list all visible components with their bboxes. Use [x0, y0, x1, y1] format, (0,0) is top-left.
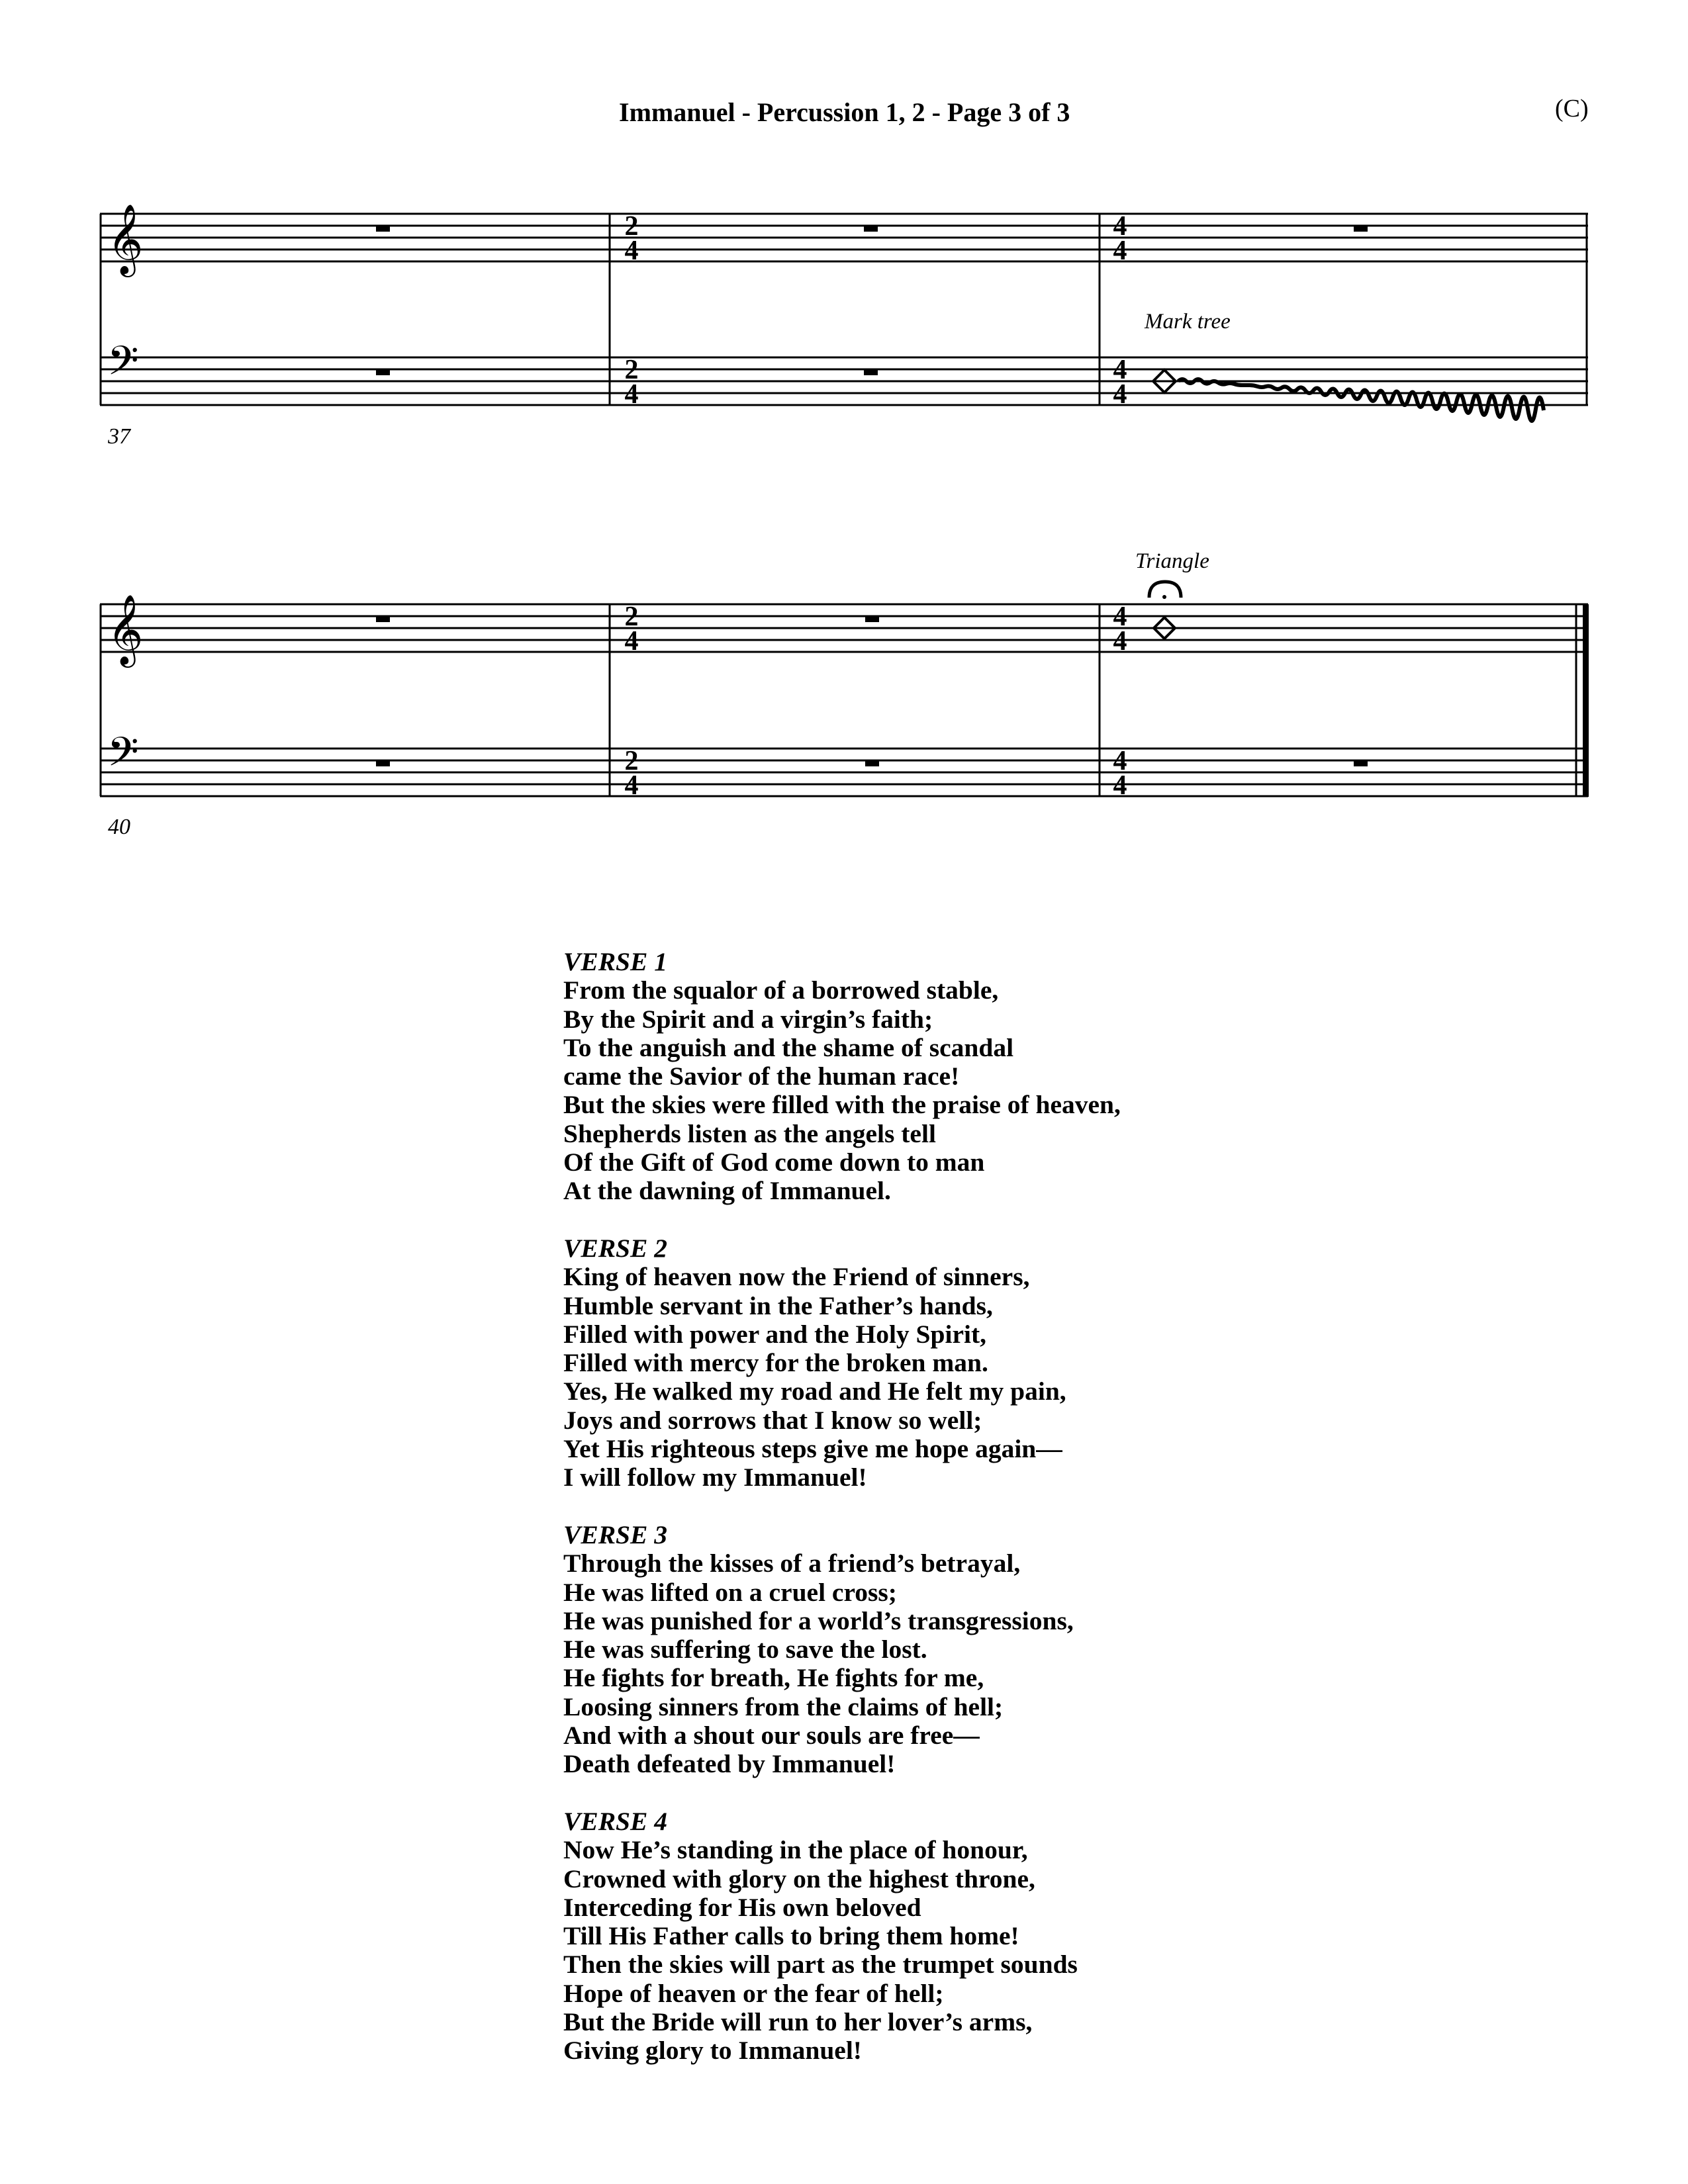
music-score: [0, 0, 1688, 860]
measure-number: 40: [108, 815, 130, 839]
system-1: [100, 203, 1588, 421]
verse-line: He fights for breath, He fights for me,: [563, 1663, 984, 1693]
bass-clef-icon: 𝄢: [107, 338, 139, 394]
time-sig-bottom: 4: [624, 770, 639, 801]
verse-line: came the Savior of the human race!: [563, 1062, 960, 1091]
treble-staff: [100, 214, 1588, 261]
verse-line: Filled with mercy for the broken man.: [563, 1348, 988, 1378]
bass-staff: [100, 357, 1588, 405]
verse-line: Hope of heaven or the fear of hell;: [563, 1978, 944, 2008]
time-sig-bottom: 4: [624, 379, 639, 410]
instrument-label-mark-tree: Mark tree: [1145, 310, 1231, 334]
verse-line: At the dawning of Immanuel.: [563, 1176, 891, 1206]
fermata-dot: [1162, 595, 1166, 599]
verse-line: And with a shout our souls are free—: [563, 1721, 980, 1751]
time-sig-bottom: 4: [1113, 236, 1127, 266]
verse-line: By the Spirit and a virgin’s faith;: [563, 1004, 933, 1034]
verse-line: From the squalor of a borrowed stable,: [563, 976, 999, 1005]
verse-line: He was punished for a world’s transgressions,: [563, 1606, 1074, 1635]
verse-line: He was lifted on a cruel cross;: [563, 1577, 897, 1607]
verse-line: Joys and sorrows that I know so well;: [563, 1405, 982, 1435]
verse-line: Death defeated by Immanuel!: [563, 1749, 896, 1779]
verse-line: Shepherds listen as the angels tell: [563, 1118, 936, 1148]
system-2: [100, 582, 1589, 801]
verse-line: Yet His righteous steps give me hope again—: [563, 1434, 1062, 1464]
measure-number: 37: [108, 424, 130, 449]
time-sig-top: 2: [624, 746, 639, 776]
lyrics-section: [563, 948, 1121, 2094]
verse-line: Then the skies will part as the trumpet sounds: [563, 1950, 1078, 1979]
verse-line: Filled with power and the Holy Spirit,: [563, 1319, 987, 1349]
time-sig-bottom: 4: [624, 236, 639, 266]
verse-line: Through the kisses of a friend’s betrayal,: [563, 1549, 1021, 1578]
time-sig-bottom: 4: [624, 626, 639, 657]
time-sig-top: 2: [624, 355, 639, 385]
time-sig-bottom: 4: [1113, 626, 1127, 657]
time-sig-top: 4: [1113, 746, 1127, 776]
time-sig-top: 4: [1113, 355, 1127, 385]
whole-rest-icon: [376, 226, 390, 232]
verse-line: He was suffering to save the lost.: [563, 1635, 927, 1664]
treble-clef-icon: 𝄞: [107, 203, 144, 274]
time-sig-top: 4: [1113, 211, 1127, 242]
verse-line: Now He’s standing in the place of honour,: [563, 1835, 1028, 1865]
whole-rest-icon: [1354, 760, 1368, 766]
verse-line: Crowned with glory on the highest throne,: [563, 1864, 1035, 1893]
verse-line: Loosing sinners from the claims of hell;: [563, 1692, 1004, 1721]
whole-rest-icon: [1354, 226, 1368, 232]
treble-staff: [100, 604, 1588, 652]
verse-heading: VERSE 4: [563, 1806, 667, 1836]
page-title: Immanuel - Percussion 1, 2 - Page 3 of 3: [619, 97, 1070, 127]
whole-rest-icon: [376, 616, 390, 622]
verse-line: But the Bride will run to her lover’s arms,: [563, 2007, 1033, 2036]
verse-heading: VERSE 3: [563, 1520, 667, 1549]
time-sig-top: 4: [1113, 602, 1127, 632]
verse-line: Yes, He walked my road and He felt my pain,: [563, 1377, 1066, 1406]
instrument-label-triangle: Triangle: [1135, 549, 1209, 573]
time-sig-top: 2: [624, 211, 639, 242]
part-code: (C): [1555, 95, 1589, 122]
bass-clef-icon: 𝄢: [107, 729, 139, 786]
whole-rest-icon: [376, 369, 390, 375]
final-barline-thick: [1583, 604, 1589, 797]
verse-4: [563, 1807, 1121, 2066]
gliss-wavy-line-icon: [1178, 379, 1544, 421]
whole-rest-icon: [376, 760, 390, 766]
treble-clef-icon: 𝄞: [107, 594, 144, 664]
time-sig-top: 2: [624, 602, 639, 632]
whole-rest-icon: [865, 616, 879, 622]
verse-heading: VERSE 1: [563, 947, 667, 976]
verse-line: Interceding for His own beloved: [563, 1892, 921, 1922]
verse-line: But the skies were filled with the praise of heaven,: [563, 1090, 1121, 1120]
verse-2: [563, 1234, 1121, 1492]
verse-line: Of the Gift of God come down to man: [563, 1148, 985, 1177]
whole-rest-icon: [865, 760, 879, 766]
verse-3: [563, 1521, 1121, 1779]
verse-line: I will follow my Immanuel!: [563, 1463, 867, 1492]
verse-line: King of heaven now the Friend of sinners,: [563, 1262, 1030, 1292]
verse-line: Humble servant in the Father’s hands,: [563, 1291, 993, 1320]
whole-rest-icon: [864, 226, 878, 232]
verse-line: Giving glory to Immanuel!: [563, 2036, 862, 2066]
time-sig-bottom: 4: [1113, 379, 1127, 410]
whole-rest-icon: [864, 369, 878, 375]
verse-heading: VERSE 2: [563, 1233, 667, 1263]
time-sig-bottom: 4: [1113, 770, 1127, 801]
verse-line: To the anguish and the shame of scandal: [563, 1032, 1014, 1062]
bass-staff: [100, 749, 1588, 796]
verse-line: Till His Father calls to bring them home!: [563, 1921, 1019, 1951]
verse-1: [563, 948, 1121, 1206]
